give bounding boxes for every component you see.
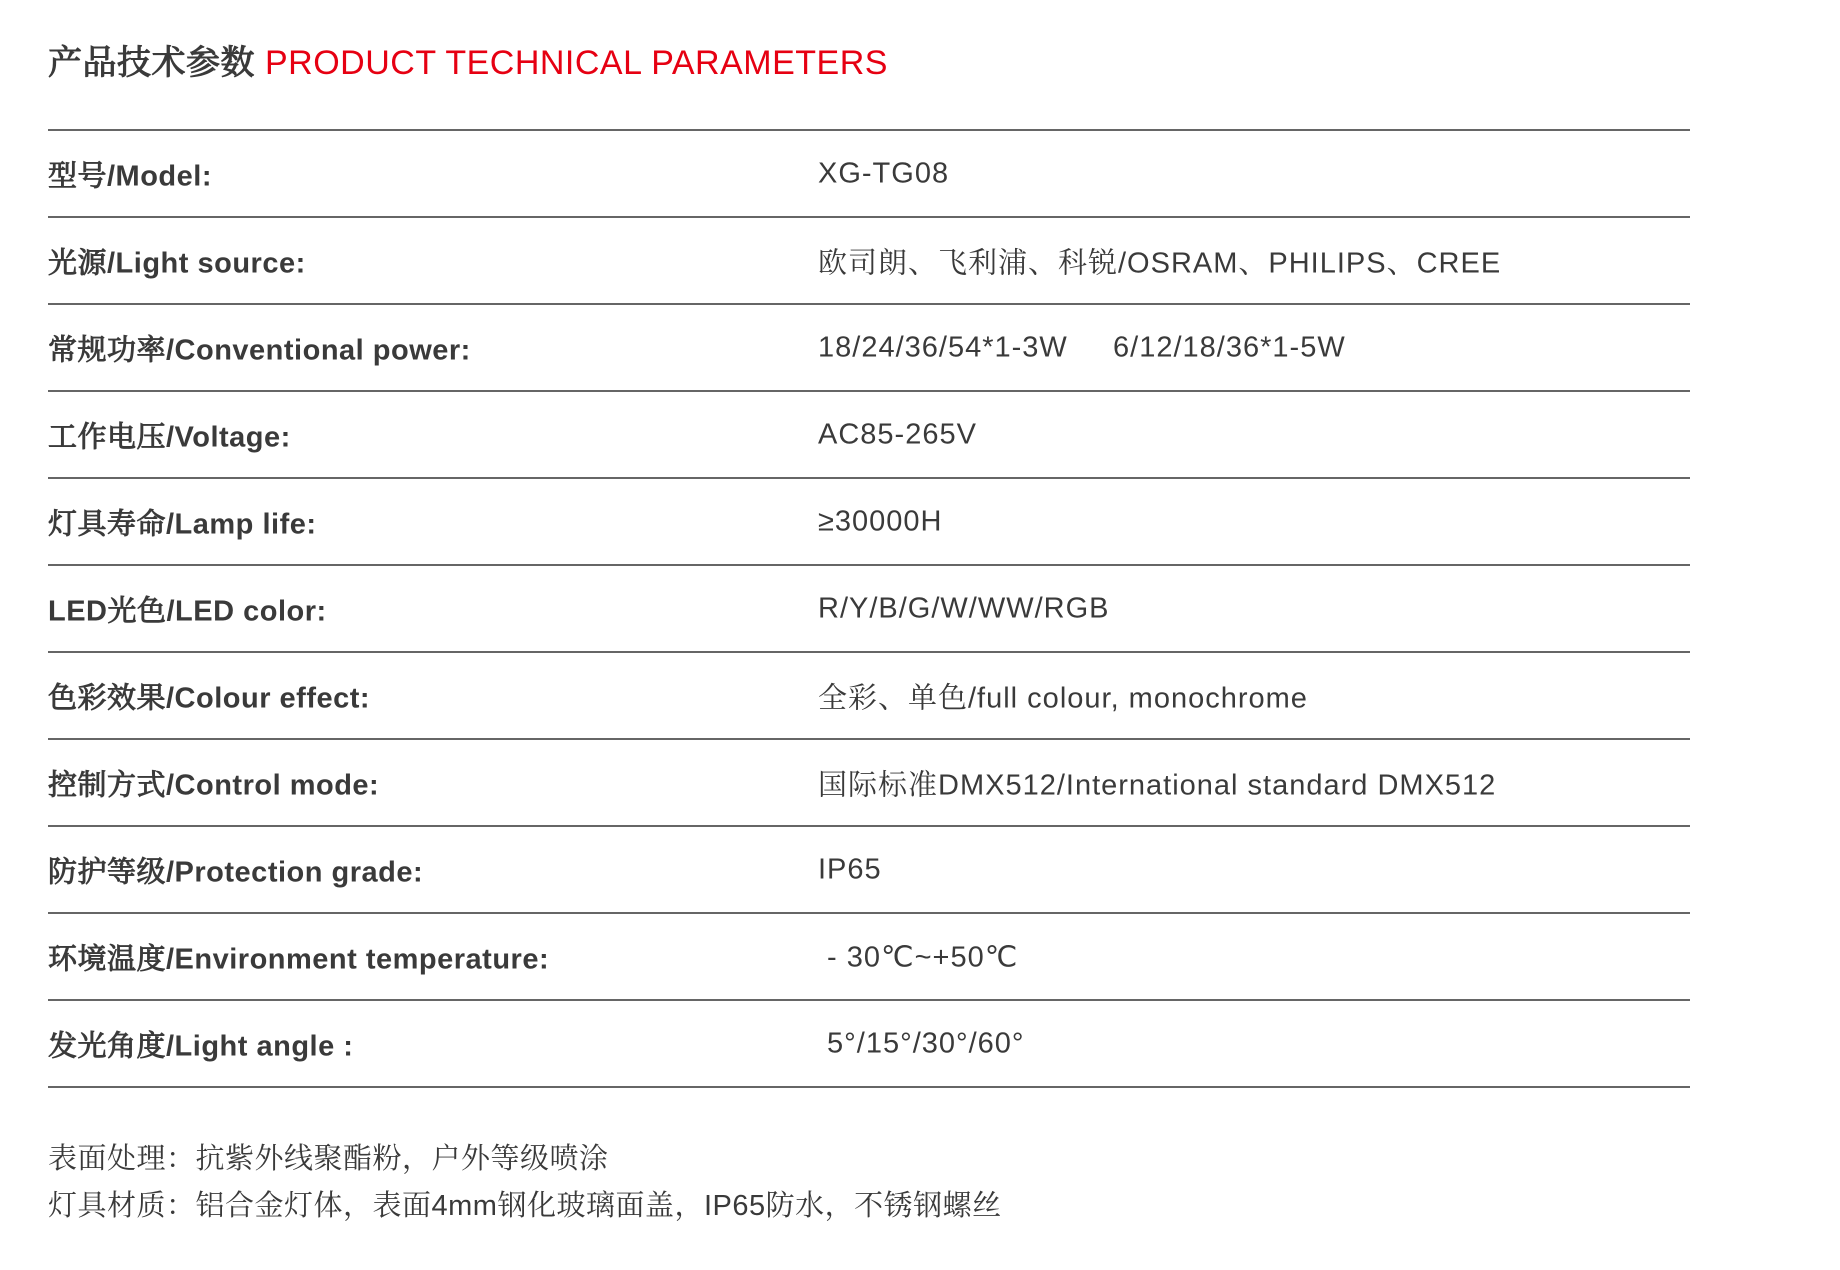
spec-label: LED光色/LED color: [48, 595, 327, 627]
spec-row-colour-effect [48, 653, 1690, 740]
spec-row-model [48, 131, 1690, 218]
spec-row-power [48, 305, 1690, 392]
product-notes [48, 1136, 1002, 1230]
spec-row-voltage [48, 392, 1690, 479]
spec-label: 常规功率/Conventional power: [48, 334, 471, 366]
spec-label: 发光角度/Light angle : [48, 1030, 354, 1062]
spec-value: 全彩、单色/full colour, monochrome [818, 682, 1308, 714]
spec-value: 18/24/36/54*1-3W 6/12/18/36*1-5W [818, 331, 1346, 363]
spec-label: 防护等级/Protection grade: [48, 856, 424, 888]
spec-value: - 30℃~+50℃ [818, 941, 1019, 973]
spec-value: 5°/15°/30°/60° [818, 1027, 1025, 1059]
spec-value: IP65 [818, 853, 882, 885]
spec-value: 欧司朗、飞利浦、科锐/OSRAM、PHILIPS、CREE [818, 247, 1502, 279]
note-surface-treatment: 表面处理：抗紫外线聚酯粉，户外等级喷涂 [48, 1143, 609, 1175]
spec-value: R/Y/B/G/W/WW/RGB [818, 592, 1110, 624]
spec-label: 光源/Light source: [48, 247, 306, 279]
spec-value: AC85-265V [818, 418, 977, 450]
spec-value: 国际标准DMX512/International standard DMX512 [818, 769, 1497, 801]
spec-value: ≥30000H [818, 505, 943, 537]
spec-row-lamp-life [48, 479, 1690, 566]
spec-row-light-source [48, 218, 1690, 305]
spec-row-temperature [48, 914, 1690, 1001]
spec-label: 灯具寿命/Lamp life: [48, 508, 317, 540]
spec-table [48, 129, 1690, 1088]
spec-row-led-color [48, 566, 1690, 653]
spec-row-protection-grade [48, 827, 1690, 914]
heading-english: PRODUCT TECHNICAL PARAMETERS [265, 44, 888, 82]
spec-row-control-mode [48, 740, 1690, 827]
spec-row-light-angle [48, 1001, 1690, 1088]
spec-value: XG-TG08 [818, 157, 950, 189]
spec-label: 控制方式/Control mode: [48, 769, 380, 801]
spec-label: 工作电压/Voltage: [48, 421, 291, 453]
note-lamp-material: 灯具材质：铝合金灯体，表面4mm钢化玻璃面盖，IP65防水，不锈钢螺丝 [48, 1190, 1002, 1222]
section-heading [48, 40, 888, 86]
spec-label: 环境温度/Environment temperature: [48, 943, 550, 975]
spec-label: 色彩效果/Colour effect: [48, 682, 371, 714]
spec-label: 型号/Model: [48, 160, 212, 192]
heading-chinese: 产品技术参数 [48, 44, 255, 82]
